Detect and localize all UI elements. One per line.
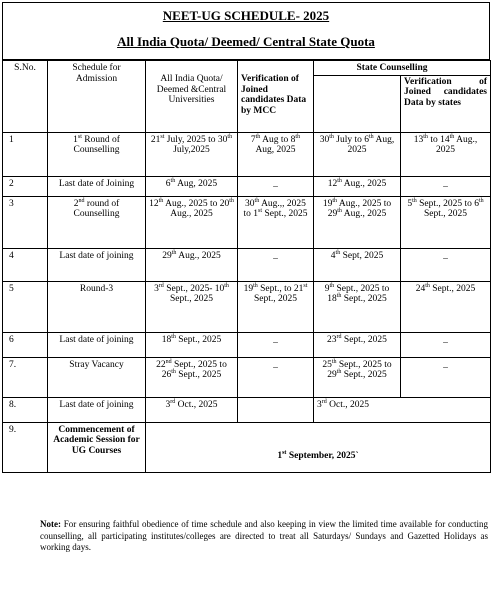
row-state: 3rd Oct., 2025 <box>314 397 491 422</box>
row-mcc: 30th Aug.,, 2025 to 1st Sept., 2025 <box>238 196 314 248</box>
title-box <box>2 2 490 60</box>
row-verification-states: _ <box>401 332 491 357</box>
table-row <box>3 357 491 397</box>
row-state: 25th Sept., 2025 to 29th Sept., 2025 <box>314 357 401 397</box>
row-state: 19th Aug., 2025 to 29th Aug., 2025 <box>314 196 401 248</box>
table-row <box>3 397 491 422</box>
row-mcc <box>238 397 314 422</box>
row-mcc: 7th Aug to 8th Aug, 2025 <box>238 132 314 176</box>
row-aiq: 3rd Sept., 2025- 10th Sept., 2025 <box>146 281 238 332</box>
row-sno: 2 <box>3 176 48 196</box>
row-mcc: 19th Sept., to 21st Sept., 2025 <box>238 281 314 332</box>
row-aiq: 18th Sept., 2025 <box>146 332 238 357</box>
row-verification-states: 5th Sept., 2025 to 6th Sept., 2025 <box>401 196 491 248</box>
row-schedule: Last date of Joining <box>48 176 146 196</box>
header-schedule: Schedule for Admission <box>48 61 146 133</box>
row-aiq: 6th Aug, 2025 <box>146 176 238 196</box>
row-state: 12th Aug., 2025 <box>314 176 401 196</box>
row-schedule: 1st Round of Counselling <box>48 132 146 176</box>
row-verification-states: _ <box>401 176 491 196</box>
row-sno: 9. <box>3 422 48 472</box>
row-mcc: _ <box>238 357 314 397</box>
header-state-empty <box>314 75 401 132</box>
table-row <box>3 281 491 332</box>
note-label: Note: <box>40 519 61 529</box>
header-aiq-cell <box>146 61 238 133</box>
table-row <box>3 196 491 248</box>
schedule-rows <box>3 132 491 472</box>
row-schedule: Commencement of Academic Session for UG Courses <box>48 422 146 472</box>
row-state: 4th Sept, 2025 <box>314 248 401 281</box>
row-verification-states: 24th Sept., 2025 <box>401 281 491 332</box>
row-mcc: _ <box>238 332 314 357</box>
header-verification-states: Verification of Joined candidates Data by states <box>401 75 491 132</box>
row-aiq: 12th Aug., 2025 to 20th Aug., 2025 <box>146 196 238 248</box>
row-state: 30th July to 6th Aug, 2025 <box>314 132 401 176</box>
schedule-table <box>2 60 491 473</box>
row-aiq: 3rd Oct., 2025 <box>146 397 238 422</box>
row-sno: 8. <box>3 397 48 422</box>
row-merged-date: 1st September, 2025` <box>146 422 491 472</box>
row-sno: 6 <box>3 332 48 357</box>
row-mcc: _ <box>238 176 314 196</box>
row-sno: 3 <box>3 196 48 248</box>
row-verification-states: _ <box>401 357 491 397</box>
header-state-counselling <box>314 61 491 76</box>
header-state: State Counselling <box>356 63 428 73</box>
header-verification-mcc: Verification of Joined candidates Data by MCC <box>241 74 307 117</box>
row-aiq: 21st July, 2025 to 30th July,2025 <box>146 132 238 176</box>
table-row <box>3 176 491 196</box>
table-row <box>3 332 491 357</box>
table-row <box>3 422 491 472</box>
document-subtitle: All India Quota/ Deemed/ Central State Quota <box>117 34 375 49</box>
row-verification-states: _ <box>401 248 491 281</box>
header-aiq: All India Quota/ Deemed &Central Universities <box>156 74 227 106</box>
header-mcc-cell <box>238 61 314 133</box>
row-sno: 5 <box>3 281 48 332</box>
row-verification-states: 13th to 14th Aug., 2025 <box>401 132 491 176</box>
row-sno: 7. <box>3 357 48 397</box>
row-mcc: _ <box>238 248 314 281</box>
document-title: NEET-UG SCHEDULE- 2025 <box>162 8 330 23</box>
row-aiq: 29th Aug., 2025 <box>146 248 238 281</box>
row-schedule: Last date of joining <box>48 397 146 422</box>
table-row <box>3 132 491 176</box>
row-schedule: Last date of joining <box>48 248 146 281</box>
row-schedule: Round-3 <box>48 281 146 332</box>
row-sno: 4 <box>3 248 48 281</box>
row-state: 23rd Sept., 2025 <box>314 332 401 357</box>
row-schedule: Stray Vacancy <box>48 357 146 397</box>
row-sno: 1 <box>3 132 48 176</box>
row-aiq: 22nd Sept., 2025 to 26th Sept., 2025 <box>146 357 238 397</box>
table-row <box>3 248 491 281</box>
header-sno: S.No. <box>3 61 48 133</box>
row-schedule: 2nd round of Counselling <box>48 196 146 248</box>
row-state: 9th Sept., 2025 to 18th Sept., 2025 <box>314 281 401 332</box>
row-schedule: Last date of joining <box>48 332 146 357</box>
note-text: For ensuring faithful obedience of time schedule and also keeping in view the limited time available for conducting counselling, all participating institutes/colleges are directed to treat all Saturdays/ Sundays and Gazetted Holidays as working days. <box>40 519 488 553</box>
note-paragraph <box>40 519 488 554</box>
header-row-top <box>3 61 491 76</box>
